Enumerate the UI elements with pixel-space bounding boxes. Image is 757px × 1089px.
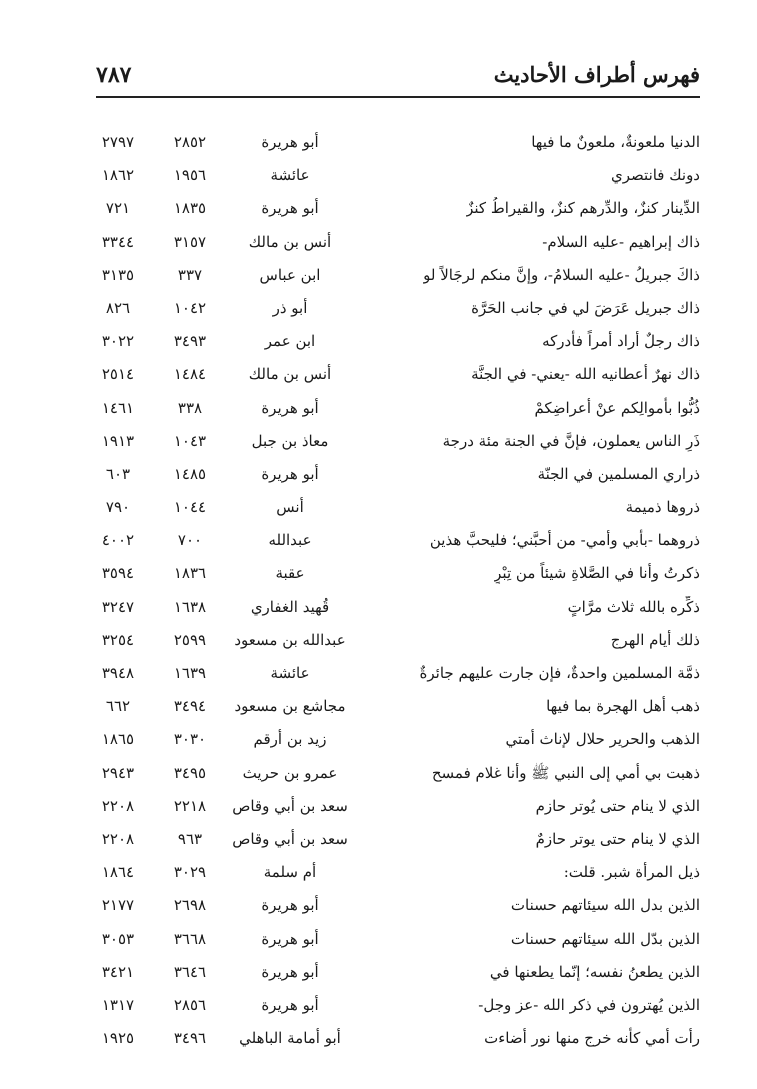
hadith-index-list: [96, 126, 700, 1055]
narrator-name: أبو هريرة: [261, 398, 319, 417]
hadith-number: ٢٨٥٢: [173, 133, 207, 151]
narrator-name: سعد بن أبي وقاص: [232, 796, 348, 815]
hadith-text: ذَرِ الناس يعملون، فإنَّ في الجنة مئة درجة: [442, 431, 700, 450]
narrator-name: قُهيد الغفاري: [250, 597, 330, 616]
narrator-name: مجاشع بن مسعود: [234, 697, 346, 716]
index-entry: [96, 392, 700, 425]
hadith-text: الذين يطعنُ نفسه؛ إنّما يطعنها في: [489, 962, 700, 981]
hadith-text: ذروها ذميمة: [625, 498, 700, 517]
narrator-name: أنس: [276, 498, 304, 517]
narrator-name: عائشة: [270, 664, 310, 682]
reference-number: ٧٢١: [105, 199, 131, 218]
reference-number: ٢١٧٧: [101, 896, 135, 915]
narrator-name: معاذ بن جبل: [251, 431, 329, 450]
hadith-number: ٣٤٩٥: [173, 763, 207, 782]
index-entry: [96, 524, 700, 557]
hadith-number: ١٠٤٤: [173, 498, 207, 517]
narrator-name: أبو هريرة: [261, 896, 319, 915]
narrator-name: عقبة: [275, 564, 305, 583]
page-header: [96, 56, 700, 96]
page-number: ٧٨٧: [96, 62, 132, 88]
narrator-name: ابن عمر: [264, 332, 316, 351]
index-entry: [96, 491, 700, 524]
reference-number: ٢٢٠٨: [101, 796, 135, 815]
narrator-name: سعد بن أبي وقاص: [232, 829, 348, 848]
narrator-name: أبو هريرة: [261, 464, 319, 483]
index-entry: [96, 325, 700, 358]
index-entry: [96, 591, 700, 624]
narrator-name: أبو أمامة الباهلي: [239, 1029, 341, 1048]
reference-number: ٣١٣٥: [101, 265, 135, 284]
narrator-name: أبو ذر: [272, 298, 308, 317]
hadith-text: الذي لا ينام حتى يوتر حازمٌ: [535, 829, 700, 848]
hadith-number: ٣٦٦٨: [173, 929, 207, 948]
hadith-number: ١٩٥٦: [173, 166, 207, 185]
hadith-text: ذيل المرأة شبر. قلت:: [563, 863, 700, 882]
reference-number: ٦٦٢: [105, 697, 131, 716]
hadith-text: الدنيا ملعونةٌ، ملعونٌ ما فيها: [531, 133, 700, 151]
reference-number: ١٤٦١: [101, 398, 135, 417]
index-entry: [96, 757, 700, 790]
index-entry: [96, 192, 700, 225]
hadith-text: رأت أمي كأنه خرج منها نور أضاءت: [484, 1029, 700, 1048]
index-entry: [96, 989, 700, 1022]
hadith-text: ذكرتُ وأنا في الصَّلاةِ شيئاً من تِبْرٍ: [494, 564, 700, 583]
reference-number: ١٨٦٤: [101, 863, 135, 882]
hadith-text: الذين يُهترون في ذكر الله -عز وجل-: [478, 995, 700, 1014]
hadith-number: ٣٣٨: [177, 398, 203, 417]
hadith-text: ذاك إبراهيم -عليه السلام-: [542, 232, 700, 251]
reference-number: ٢٧٩٧: [101, 133, 135, 151]
hadith-text: ذاك رجلٌ أراد أمراً فأدركه: [542, 332, 700, 351]
reference-number: ٢٢٠٨: [101, 829, 135, 848]
hadith-text: الذين بدل الله سيئاتهم حسنات: [510, 896, 700, 915]
index-entry: [96, 723, 700, 756]
hadith-number: ٢٦٩٨: [173, 896, 207, 915]
index-entry: [96, 425, 700, 458]
index-entry: [96, 690, 700, 723]
reference-number: ١٩٢٥: [101, 1029, 135, 1048]
hadith-number: ٢٢١٨: [173, 796, 207, 815]
index-entry: [96, 159, 700, 192]
index-entry: [96, 126, 700, 159]
index-entry: [96, 1022, 700, 1055]
hadith-number: ٩٦٣: [177, 829, 203, 848]
index-entry: [96, 557, 700, 590]
index-entry: [96, 358, 700, 391]
reference-number: ٣٠٥٣: [101, 929, 135, 948]
hadith-number: ٢٨٥٦: [173, 995, 207, 1014]
hadith-number: ٣٠٢٩: [173, 863, 207, 882]
page-title: فهرس أطراف الأحاديث: [493, 62, 700, 87]
hadith-text: ذهبت بي أمي إلى النبي ﷺ وأنا غلام فمسح: [431, 763, 700, 782]
reference-number: ٤٠٠٢: [101, 531, 135, 550]
reference-number: ٧٩٠: [105, 498, 131, 517]
narrator-name: عبدالله: [268, 531, 312, 550]
hadith-text: ذاك نهرٌ أعطانيه الله -يعني- في الجنَّة: [471, 365, 700, 384]
index-entry: [96, 856, 700, 889]
narrator-name: أبو هريرة: [261, 133, 319, 151]
reference-number: ٨٢٦: [105, 298, 131, 317]
narrator-name: زيد بن أرقم: [253, 730, 327, 749]
index-entry: [96, 226, 700, 259]
hadith-number: ٣٤٩٦: [173, 1029, 207, 1048]
reference-number: ٣٢٥٤: [101, 630, 135, 649]
index-entry: [96, 657, 700, 690]
hadith-number: ٣٦٤٦: [173, 962, 207, 981]
hadith-text: ذهب أهل الهجرة بما فيها: [546, 697, 700, 716]
hadith-number: ١٤٨٥: [173, 464, 207, 483]
index-entry: [96, 790, 700, 823]
reference-number: ١٩١٣: [101, 431, 135, 450]
hadith-text: ذكِّره بالله ثلاث مرَّاتٍ: [567, 597, 700, 616]
hadith-text: ذراري المسلمين في الجنّة: [537, 464, 700, 483]
narrator-name: أنس بن مالك: [248, 365, 332, 384]
reference-number: ٣٥٩٤: [101, 564, 135, 583]
reference-number: ٣٢٤٧: [101, 597, 135, 616]
index-entry: [96, 923, 700, 956]
hadith-text: الذهب والحرير حلال لإناث أمتي: [505, 730, 700, 749]
narrator-name: أبو هريرة: [261, 962, 319, 981]
hadith-number: ١٠٤٢: [173, 298, 207, 317]
index-entry: [96, 956, 700, 989]
narrator-name: عائشة: [270, 166, 310, 185]
hadith-text: ذمَّة المسلمين واحدةٌ، فإن جارت عليهم جائرةٌ: [419, 664, 700, 682]
reference-number: ٣٩٤٨: [101, 664, 135, 682]
narrator-name: أبو هريرة: [261, 929, 319, 948]
hadith-number: ١٨٣٦: [173, 564, 207, 583]
hadith-text: دونك فانتصري: [611, 166, 700, 185]
hadith-number: ١٦٣٨: [173, 597, 207, 616]
hadith-number: ٣١٥٧: [173, 232, 207, 251]
reference-number: ٣٠٢٢: [101, 332, 135, 351]
hadith-text: ذاكَ جبريلُ -عليه السلامُ-، وإنَّ منكم لرجَالاً لو: [423, 265, 700, 284]
reference-number: ٣٤٢١: [101, 962, 135, 981]
hadith-number: ٣٤٩٣: [173, 332, 207, 351]
index-entry: [96, 259, 700, 292]
narrator-name: أنس بن مالك: [248, 232, 332, 251]
reference-number: ١٨٦٢: [101, 166, 135, 185]
hadith-number: ٣٠٣٠: [173, 730, 207, 749]
hadith-number: ٧٠٠: [177, 531, 203, 550]
hadith-text: الذي لا ينام حتى يُوتر حازم: [535, 796, 700, 815]
narrator-name: أبو هريرة: [261, 199, 319, 218]
hadith-text: ذاك جبريل عَرَضَ لي في جانب الحَرَّة: [471, 298, 700, 317]
narrator-name: عبدالله بن مسعود: [234, 630, 346, 649]
hadith-number: ٣٣٧: [177, 265, 203, 284]
hadith-number: ٢٥٩٩: [173, 630, 207, 649]
narrator-name: أم سلمة: [263, 863, 317, 882]
index-entry: [96, 889, 700, 922]
hadith-number: ١٦٣٩: [173, 664, 207, 682]
index-entry: [96, 292, 700, 325]
reference-number: ٦٠٣: [105, 464, 131, 483]
hadith-number: ١٠٤٣: [173, 431, 207, 450]
index-entry: [96, 624, 700, 657]
index-entry: [96, 458, 700, 491]
hadith-text: ذلك أيام الهرج: [610, 630, 700, 649]
narrator-name: عمرو بن حريث: [242, 763, 338, 782]
index-entry: [96, 823, 700, 856]
header-rule: [96, 96, 700, 98]
hadith-number: ١٤٨٤: [173, 365, 207, 384]
reference-number: ١٣١٧: [101, 995, 135, 1014]
hadith-number: ١٨٣٥: [173, 199, 207, 218]
hadith-number: ٣٤٩٤: [173, 697, 207, 716]
hadith-text: الذين بدّل الله سيئاتهم حسنات: [510, 929, 700, 948]
reference-number: ٢٥١٤: [101, 365, 135, 384]
reference-number: ٢٩٤٣: [101, 763, 135, 782]
reference-number: ٣٣٤٤: [101, 232, 135, 251]
hadith-text: ذُبُّوا بأموالِكم عنْ أعراضِكمْ: [534, 398, 700, 417]
hadith-text: الدِّينار كنزٌ، والدِّرهم كنزٌ، والقيراطُ كنزٌ: [466, 199, 700, 218]
narrator-name: ابن عباس: [259, 265, 321, 284]
hadith-text: ذروهما -بأبي وأمي- من أحبَّني؛ فليحبَّ هذين: [429, 531, 700, 550]
narrator-name: أبو هريرة: [261, 995, 319, 1014]
reference-number: ١٨٦٥: [101, 730, 135, 749]
